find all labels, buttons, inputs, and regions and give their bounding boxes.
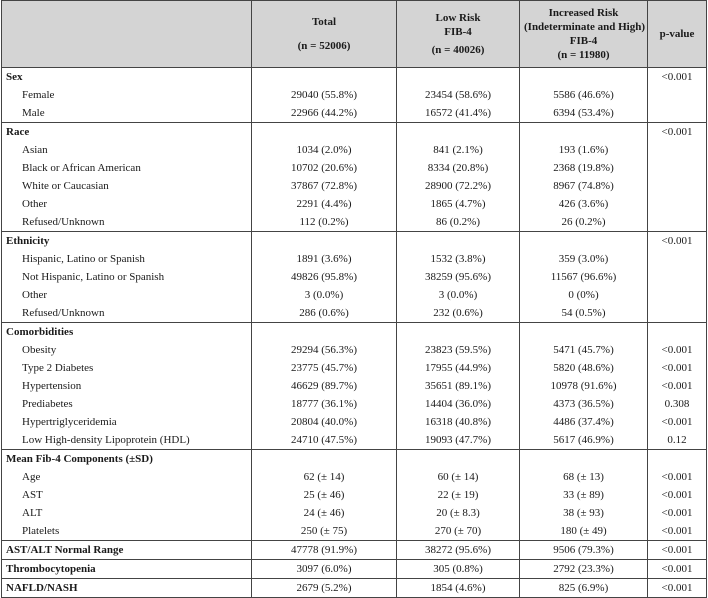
row-total: 29040 (55.8%): [252, 86, 397, 104]
table-header-row: [2, 1, 707, 68]
row-total: 62 (± 14): [252, 468, 397, 486]
row-increased-risk: 10978 (91.6%): [520, 377, 648, 395]
header-pvalue-title: p-value: [659, 28, 695, 40]
row-low-risk: 60 (± 14): [397, 468, 520, 486]
row-total: 18777 (36.1%): [252, 395, 397, 413]
row-increased-risk: 2368 (19.8%): [520, 159, 648, 177]
row-label: Refused/Unknown: [2, 213, 252, 232]
row-increased-risk: 11567 (96.6%): [520, 268, 648, 286]
row-label: White or Caucasian: [2, 177, 252, 195]
summary-row: [2, 560, 707, 579]
row-label: Refused/Unknown: [2, 304, 252, 323]
header-low-title-2: FIB-4: [444, 26, 472, 38]
row-p-value: <0.001: [648, 413, 707, 431]
row-increased-risk: 4486 (37.4%): [520, 413, 648, 431]
row-label: ALT: [2, 504, 252, 522]
row-p-value: [648, 104, 707, 123]
row-low-risk: 23823 (59.5%): [397, 341, 520, 359]
row-p-value: 0.308: [648, 395, 707, 413]
section-header-row: [2, 323, 707, 342]
header-low-title-1: Low Risk: [435, 12, 481, 24]
row-low-risk: 1532 (3.8%): [397, 250, 520, 268]
row-p-value: [648, 213, 707, 232]
row-p-value: [648, 86, 707, 104]
table-row: [2, 159, 707, 177]
summary-total: 47778 (91.9%): [252, 541, 397, 560]
row-p-value: [648, 159, 707, 177]
summary-label: NAFLD/NASH: [2, 579, 252, 598]
section-header-row: [2, 68, 707, 87]
section-inc-cell: [520, 450, 648, 469]
header-p-value: [648, 1, 707, 68]
row-increased-risk: 5586 (46.6%): [520, 86, 648, 104]
row-low-risk: 14404 (36.0%): [397, 395, 520, 413]
row-label: Hypertension: [2, 377, 252, 395]
section-low-cell: [397, 68, 520, 87]
section-header-row: [2, 450, 707, 469]
row-total: 20804 (40.0%): [252, 413, 397, 431]
row-increased-risk: 33 (± 89): [520, 486, 648, 504]
header-blank-cell: [2, 1, 252, 68]
row-p-value: <0.001: [648, 486, 707, 504]
row-p-value: <0.001: [648, 504, 707, 522]
row-low-risk: 86 (0.2%): [397, 213, 520, 232]
section-low-cell: [397, 232, 520, 251]
row-label: Female: [2, 86, 252, 104]
table-body: [2, 68, 707, 598]
header-inc-title-2: (Indeterminate and High): [524, 21, 645, 33]
row-total: 3 (0.0%): [252, 286, 397, 304]
row-total: 10702 (20.6%): [252, 159, 397, 177]
row-label: Prediabetes: [2, 395, 252, 413]
row-label: Asian: [2, 141, 252, 159]
row-label: Black or African American: [2, 159, 252, 177]
row-p-value: [648, 141, 707, 159]
row-p-value: [648, 195, 707, 213]
table-row: [2, 377, 707, 395]
summary-total: 3097 (6.0%): [252, 560, 397, 579]
section-inc-cell: [520, 68, 648, 87]
row-total: 46629 (89.7%): [252, 377, 397, 395]
row-label: Hispanic, Latino or Spanish: [2, 250, 252, 268]
section-title: Mean Fib-4 Components (±SD): [2, 450, 252, 469]
row-p-value: [648, 286, 707, 304]
summary-low-risk: 1854 (4.6%): [397, 579, 520, 598]
section-header-row: [2, 232, 707, 251]
row-increased-risk: 5820 (48.6%): [520, 359, 648, 377]
row-total: 2291 (4.4%): [252, 195, 397, 213]
row-low-risk: 1865 (4.7%): [397, 195, 520, 213]
row-p-value: [648, 250, 707, 268]
row-p-value: <0.001: [648, 377, 707, 395]
row-total: 1891 (3.6%): [252, 250, 397, 268]
row-total: 49826 (95.8%): [252, 268, 397, 286]
row-total: 1034 (2.0%): [252, 141, 397, 159]
row-p-value: <0.001: [648, 359, 707, 377]
row-label: Other: [2, 286, 252, 304]
row-total: 286 (0.6%): [252, 304, 397, 323]
table-row: [2, 395, 707, 413]
summary-increased-risk: 825 (6.9%): [520, 579, 648, 598]
row-total: 37867 (72.8%): [252, 177, 397, 195]
section-total-cell: [252, 450, 397, 469]
section-total-cell: [252, 232, 397, 251]
row-p-value: [648, 268, 707, 286]
section-title: Race: [2, 123, 252, 142]
row-low-risk: 23454 (58.6%): [397, 86, 520, 104]
row-total: 24710 (47.5%): [252, 431, 397, 450]
row-low-risk: 28900 (72.2%): [397, 177, 520, 195]
table-row: [2, 141, 707, 159]
table-row: [2, 341, 707, 359]
summary-row: [2, 579, 707, 598]
row-total: 22966 (44.2%): [252, 104, 397, 123]
row-increased-risk: 0 (0%): [520, 286, 648, 304]
table-row: [2, 250, 707, 268]
table-row: [2, 177, 707, 195]
summary-p-value: <0.001: [648, 579, 707, 598]
row-low-risk: 20 (± 8.3): [397, 504, 520, 522]
table-row: [2, 86, 707, 104]
row-label: Low High-density Lipoprotein (HDL): [2, 431, 252, 450]
row-label: Not Hispanic, Latino or Spanish: [2, 268, 252, 286]
header-total-n: (n = 52006): [297, 40, 351, 52]
row-p-value: [648, 304, 707, 323]
row-increased-risk: 54 (0.5%): [520, 304, 648, 323]
table-row: [2, 213, 707, 232]
header-low-n: (n = 40026): [431, 44, 485, 56]
row-label: Male: [2, 104, 252, 123]
row-p-value: 0.12: [648, 431, 707, 450]
row-increased-risk: 8967 (74.8%): [520, 177, 648, 195]
summary-total: 2679 (5.2%): [252, 579, 397, 598]
summary-low-risk: 38272 (95.6%): [397, 541, 520, 560]
section-header-row: [2, 123, 707, 142]
section-inc-cell: [520, 323, 648, 342]
row-label: Other: [2, 195, 252, 213]
table-row: [2, 486, 707, 504]
row-increased-risk: 426 (3.6%): [520, 195, 648, 213]
table-row: [2, 104, 707, 123]
section-p-value: [648, 323, 707, 342]
section-low-cell: [397, 323, 520, 342]
row-low-risk: 35651 (89.1%): [397, 377, 520, 395]
row-increased-risk: 68 (± 13): [520, 468, 648, 486]
section-title: Comorbidities: [2, 323, 252, 342]
row-increased-risk: 5471 (45.7%): [520, 341, 648, 359]
table-row: [2, 286, 707, 304]
section-p-value: [648, 450, 707, 469]
row-low-risk: 22 (± 19): [397, 486, 520, 504]
row-increased-risk: 193 (1.6%): [520, 141, 648, 159]
header-increased-risk: [520, 1, 648, 68]
header-total-title: Total: [311, 16, 337, 28]
row-low-risk: 17955 (44.9%): [397, 359, 520, 377]
summary-low-risk: 305 (0.8%): [397, 560, 520, 579]
summary-p-value: <0.001: [648, 560, 707, 579]
table-row: [2, 268, 707, 286]
section-inc-cell: [520, 123, 648, 142]
row-increased-risk: 5617 (46.9%): [520, 431, 648, 450]
section-title: Ethnicity: [2, 232, 252, 251]
summary-increased-risk: 9506 (79.3%): [520, 541, 648, 560]
section-total-cell: [252, 323, 397, 342]
row-label: Platelets: [2, 522, 252, 541]
row-low-risk: 270 (± 70): [397, 522, 520, 541]
row-low-risk: 232 (0.6%): [397, 304, 520, 323]
table-row: [2, 468, 707, 486]
header-inc-title-3: FIB-4: [569, 35, 598, 47]
section-p-value: <0.001: [648, 232, 707, 251]
header-inc-title-1: Increased Risk: [548, 7, 619, 19]
section-p-value: <0.001: [648, 123, 707, 142]
row-label: Hypertriglyceridemia: [2, 413, 252, 431]
row-total: 29294 (56.3%): [252, 341, 397, 359]
row-total: 112 (0.2%): [252, 213, 397, 232]
row-low-risk: 841 (2.1%): [397, 141, 520, 159]
section-low-cell: [397, 123, 520, 142]
summary-row: [2, 541, 707, 560]
row-low-risk: 38259 (95.6%): [397, 268, 520, 286]
row-label: Age: [2, 468, 252, 486]
section-p-value: <0.001: [648, 68, 707, 87]
row-low-risk: 16572 (41.4%): [397, 104, 520, 123]
summary-increased-risk: 2792 (23.3%): [520, 560, 648, 579]
section-inc-cell: [520, 232, 648, 251]
row-p-value: [648, 177, 707, 195]
row-total: 25 (± 46): [252, 486, 397, 504]
row-low-risk: 16318 (40.8%): [397, 413, 520, 431]
table-row: [2, 304, 707, 323]
row-low-risk: 8334 (20.8%): [397, 159, 520, 177]
row-low-risk: 3 (0.0%): [397, 286, 520, 304]
table-row: [2, 431, 707, 450]
section-total-cell: [252, 68, 397, 87]
row-p-value: <0.001: [648, 522, 707, 541]
table-row: [2, 522, 707, 541]
row-total: 250 (± 75): [252, 522, 397, 541]
row-total: 23775 (45.7%): [252, 359, 397, 377]
row-label: Obesity: [2, 341, 252, 359]
row-increased-risk: 180 (± 49): [520, 522, 648, 541]
section-title: Sex: [2, 68, 252, 87]
row-label: Type 2 Diabetes: [2, 359, 252, 377]
header-low-risk: [397, 1, 520, 68]
summary-label: Thrombocytopenia: [2, 560, 252, 579]
section-total-cell: [252, 123, 397, 142]
row-p-value: <0.001: [648, 341, 707, 359]
table-row: [2, 195, 707, 213]
row-total: 24 (± 46): [252, 504, 397, 522]
header-inc-n: (n = 11980): [557, 49, 610, 61]
row-p-value: <0.001: [648, 468, 707, 486]
header-total: [252, 1, 397, 68]
row-increased-risk: 4373 (36.5%): [520, 395, 648, 413]
summary-p-value: <0.001: [648, 541, 707, 560]
row-increased-risk: 38 (± 93): [520, 504, 648, 522]
row-label: AST: [2, 486, 252, 504]
table-row: [2, 504, 707, 522]
row-increased-risk: 359 (3.0%): [520, 250, 648, 268]
table-row: [2, 359, 707, 377]
row-low-risk: 19093 (47.7%): [397, 431, 520, 450]
section-low-cell: [397, 450, 520, 469]
fib4-characteristics-table: [1, 0, 707, 598]
row-increased-risk: 26 (0.2%): [520, 213, 648, 232]
row-increased-risk: 6394 (53.4%): [520, 104, 648, 123]
table-row: [2, 413, 707, 431]
summary-label: AST/ALT Normal Range: [2, 541, 252, 560]
